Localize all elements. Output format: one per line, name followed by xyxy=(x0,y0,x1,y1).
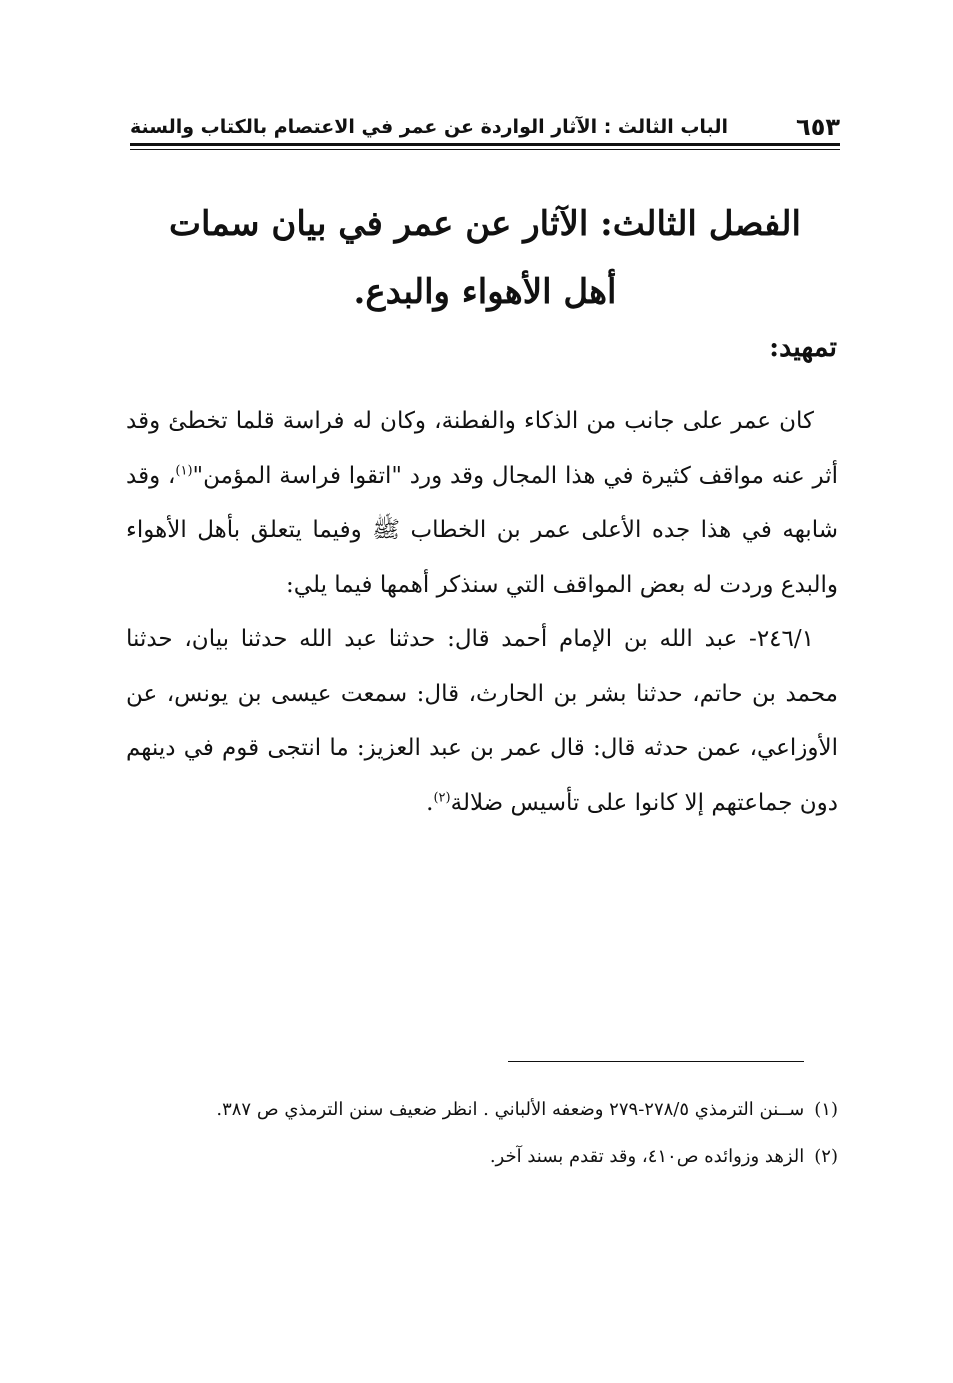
footnote-ref-2[interactable]: (٢) xyxy=(433,789,451,805)
body-text xyxy=(126,394,838,830)
section-heading: تمهيد: xyxy=(769,332,837,363)
intro-text: كان عمر على جانب من الذكاء والفطنة، وكان له فراسة قلما تخطئ وقد أثر عنه مواقف كثيرة في هذا المجال وقد ورد "اتقوا فراسة المؤمن" xyxy=(126,408,838,489)
footnote-text-1: ســنن الترمذي ٢٧٨/٥-٢٧٩ وضعفه الألباني . انظر ضعيف سنن الترمذي ص ٣٨٧. xyxy=(216,1099,805,1120)
footnote-mark-2: (٢) xyxy=(814,1146,838,1167)
chapter-title: الفصل الثالث: الآثار عن عمر في بيان سمات أهل الأهواء والبدع. xyxy=(169,204,801,312)
footnote-ref-1[interactable]: (١) xyxy=(175,462,193,478)
header-rule-thin xyxy=(130,149,840,150)
footnote-mark-1: (١) xyxy=(814,1099,838,1120)
footnotes xyxy=(126,1088,838,1182)
narration-end: . xyxy=(426,789,434,816)
footnote-text-2: الزهد وزوائده ص٤١٠، وقد تقدم بسند آخر. xyxy=(489,1146,805,1167)
running-header xyxy=(130,108,840,142)
intro-paragraph xyxy=(126,394,838,612)
intro-text-continued: ، وقد شابهه في هذا جده الأعلى عمر بن الخطاب ﷺ وفيما يتعلق بأهل الأهواء والبدع وردت له بعض المواقف التي سنذكر أهمها فيما يلي: xyxy=(126,462,838,598)
narration-paragraph xyxy=(126,612,838,830)
header-rule-thick xyxy=(130,143,840,146)
narration-text: ٢٤٦/١- عبد الله بن الإمام أحمد قال: حدثنا عبد الله حدثنا بيان، حدثنا محمد بن حاتم، حدثنا بشر بن الحارث، قال: سمعت عيسى بن يونس، عن الأوزاعي، عمن حدثه قال: قال عمر بن عبد العزيز: ما انتجى قوم في دينهم دون جماعتهم إلا كانوا على تأسيس ضلالة xyxy=(126,626,838,816)
footnote-2 xyxy=(126,1135,838,1178)
footnote-separator xyxy=(508,1061,804,1062)
page-number: ٦٥٣ xyxy=(796,113,840,141)
footnote-1 xyxy=(126,1088,838,1131)
running-header-title: الباب الثالث : الآثار الواردة عن عمر في الاعتصام بالكتاب والسنة xyxy=(130,116,728,138)
